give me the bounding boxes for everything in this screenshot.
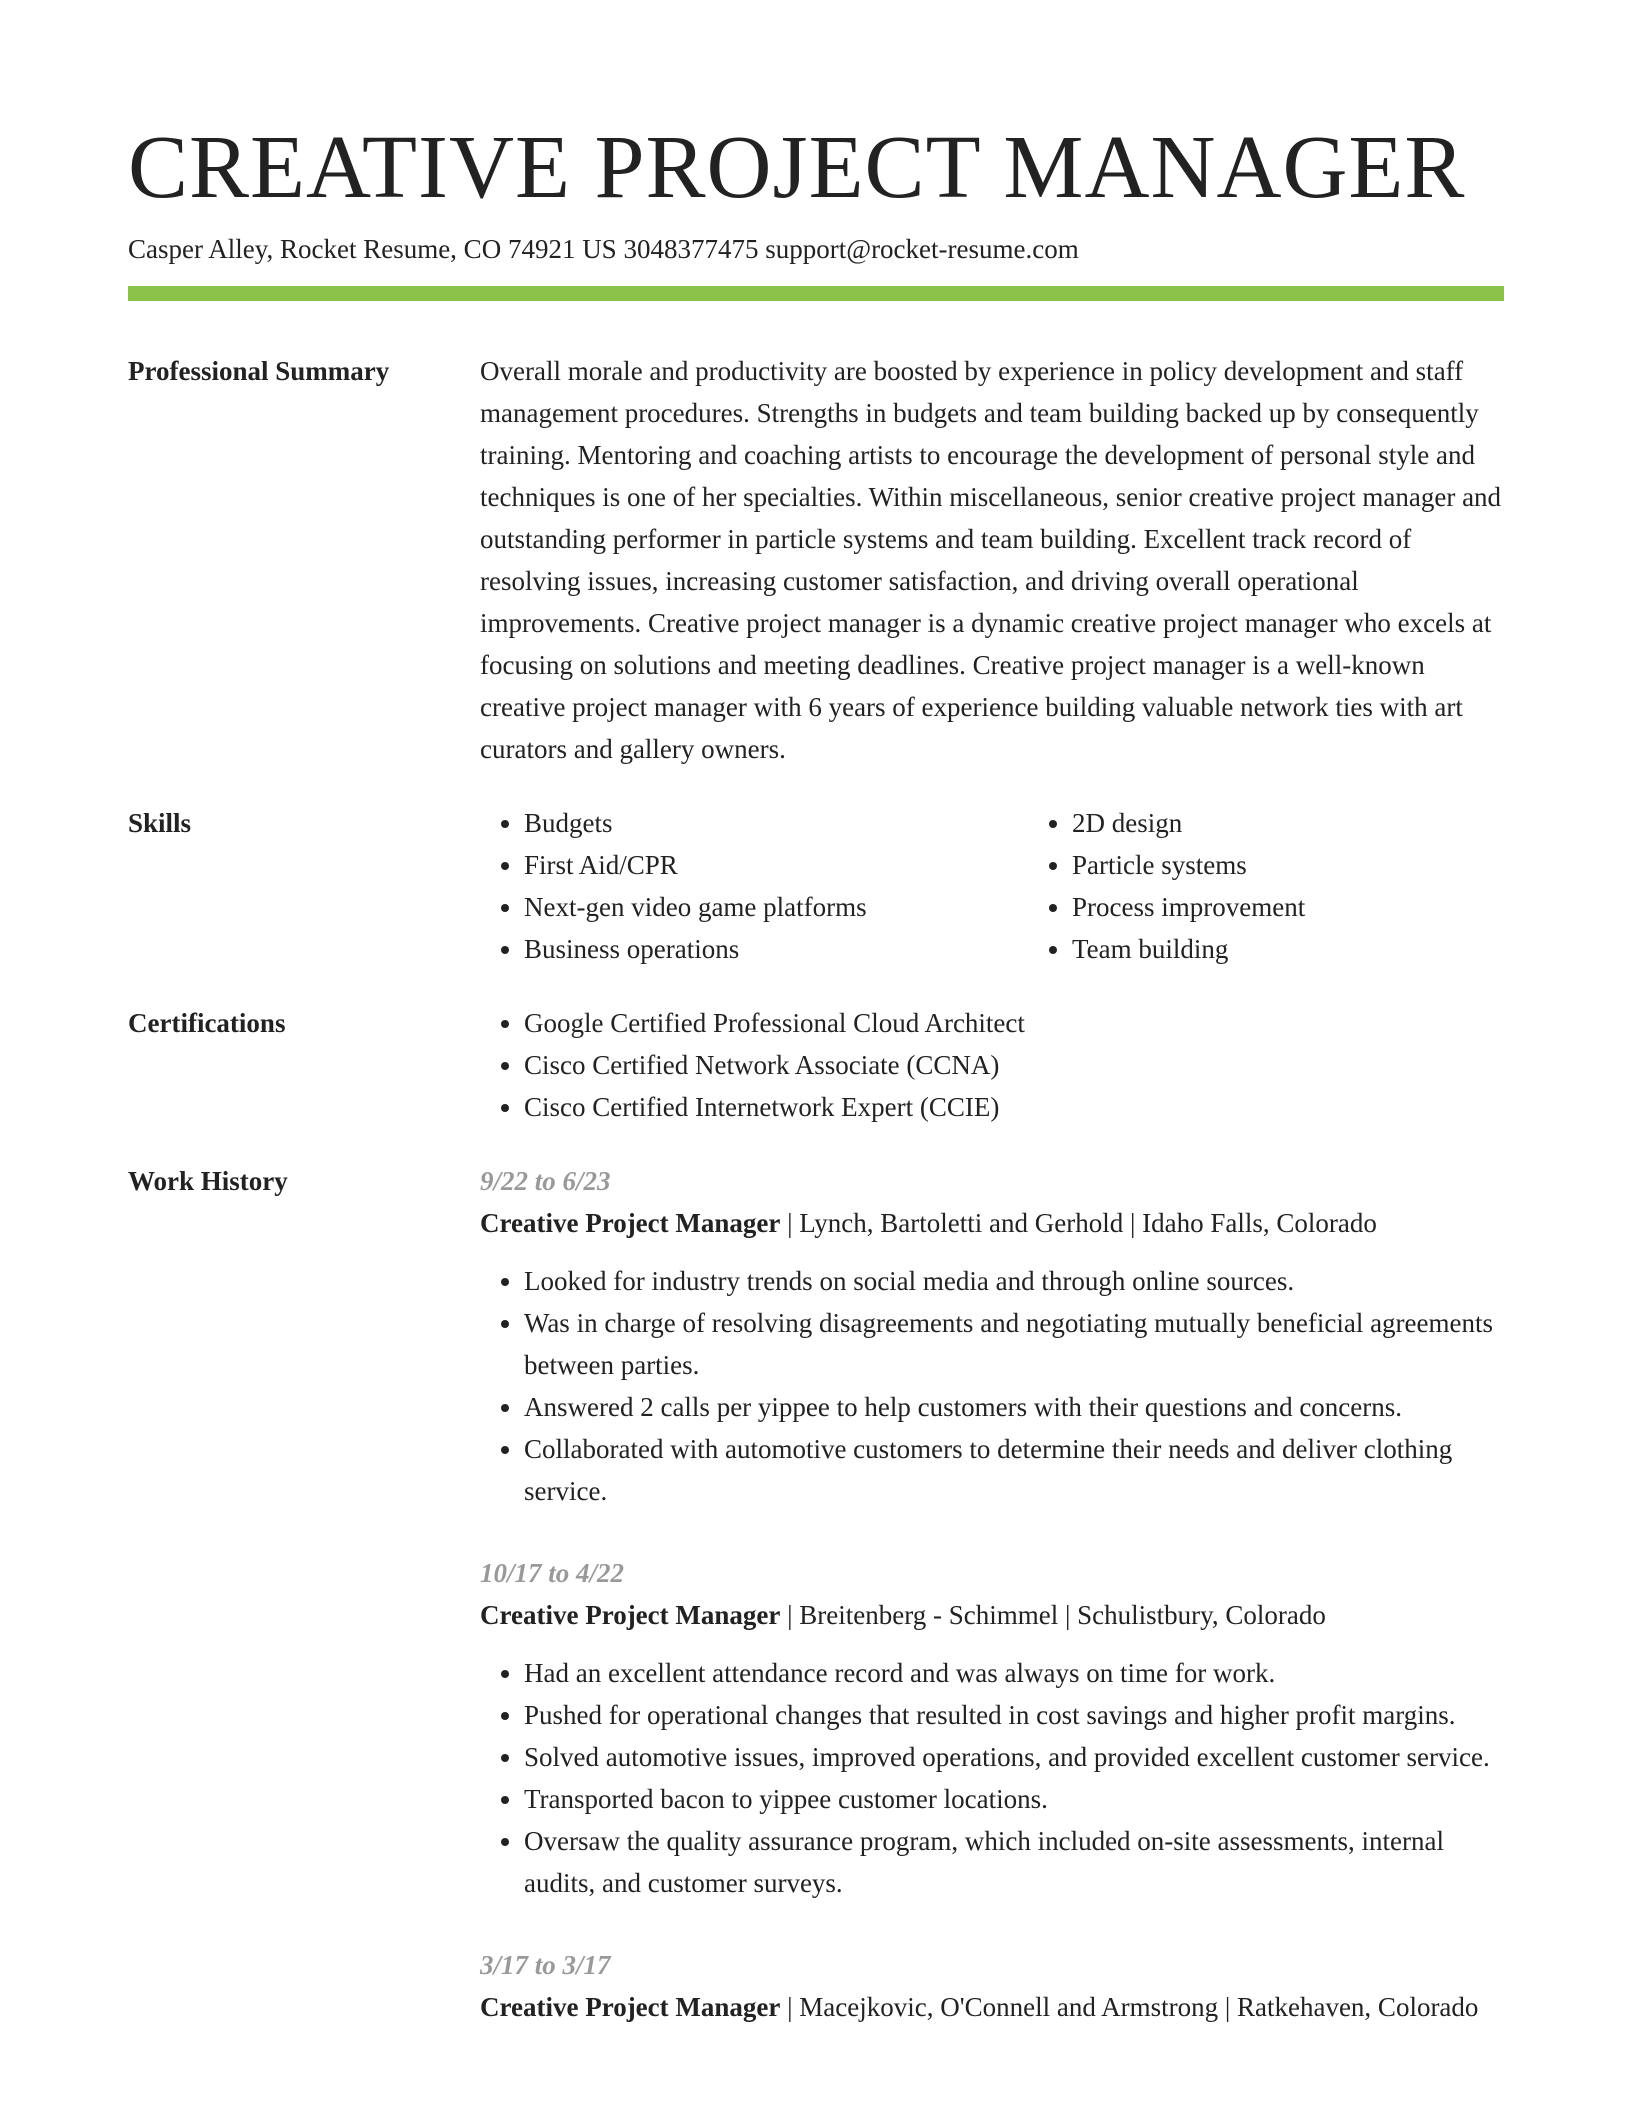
skill-item: • First Aid/CPR xyxy=(524,844,1028,886)
separator: | xyxy=(1123,1208,1143,1238)
work-history-section xyxy=(128,1160,1504,2068)
separator: | xyxy=(1218,1992,1237,2022)
job-bullet: • Looked for industry trends on social media and through online sources. xyxy=(524,1260,1504,1302)
certification-item: • Cisco Certified Internetwork Expert (CCIE) xyxy=(524,1086,1504,1128)
skills-list-right xyxy=(1028,802,1576,970)
resume-content xyxy=(128,350,1504,2100)
skill-item: • 2D design xyxy=(1072,802,1576,844)
job-employer: Macejkovic, O'Connell and Armstrong xyxy=(799,1992,1219,2022)
header-divider xyxy=(128,286,1504,301)
job-bullet: • Oversaw the quality assurance program, which included on-site assessments, internal audits, and customer surveys. xyxy=(524,1820,1504,1904)
job-heading xyxy=(480,1986,1504,2028)
job-bullets xyxy=(480,1652,1504,1904)
job-bullet: • Pushed for operational changes that resulted in cost savings and higher profit margins. xyxy=(524,1694,1504,1736)
contact-line: Casper Alley, Rocket Resume, CO 74921 US 3048377475 support@rocket-resume.com xyxy=(128,234,1079,264)
separator: | xyxy=(780,1208,800,1238)
section-label-certifications: Certifications xyxy=(128,1008,286,1038)
skill-item: • Team building xyxy=(1072,928,1576,970)
skills-list-left xyxy=(480,802,1028,970)
job-bullet: • Answered 2 calls per yippee to help customers with their questions and concerns. xyxy=(524,1386,1504,1428)
skills-section xyxy=(128,802,1504,970)
section-label-summary: Professional Summary xyxy=(128,356,390,386)
certification-item: • Cisco Certified Network Associate (CCNA) xyxy=(524,1044,1504,1086)
job-title: Creative Project Manager xyxy=(480,1992,781,2022)
job-heading xyxy=(480,1594,1504,1636)
certifications-list xyxy=(480,1002,1504,1128)
job-bullet: • Was in charge of resolving disagreements and negotiating mutually beneficial agreements between parties. xyxy=(524,1302,1504,1386)
job-bullet: • Transported bacon to yippee customer locations. xyxy=(524,1778,1504,1820)
job-bullet: • Solved automotive issues, improved operations, and provided excellent customer service. xyxy=(524,1736,1504,1778)
section-label-skills: Skills xyxy=(128,808,192,838)
skill-item: • Business operations xyxy=(524,928,1028,970)
resume-title: CREATIVE PROJECT MANAGER xyxy=(128,118,1466,217)
job-bullet: • Collaborated with automotive customers to determine their needs and deliver clothing service. xyxy=(524,1428,1504,1512)
job-dates: 10/17 to 4/22 xyxy=(480,1558,625,1588)
certifications-section xyxy=(128,1002,1504,1128)
skill-item: • Particle systems xyxy=(1072,844,1576,886)
job-entry xyxy=(480,1944,1504,2028)
skill-item: • Next-gen video game platforms xyxy=(524,886,1028,928)
job-title: Creative Project Manager xyxy=(480,1600,781,1630)
separator: | xyxy=(780,1600,800,1630)
job-entry xyxy=(480,1552,1504,1904)
separator: | xyxy=(780,1992,800,2022)
summary-text: Overall morale and productivity are boosted by experience in policy development and staff management procedures. Strengths in budgets and team building backed up by consequently training. Mentoring and coaching artists to encourage the development of personal style and techniques is one of her specialties. Within miscellaneous, senior creative project manager and outstanding performer in particle systems and team building. Excellent track record of resolving issues, increasing customer satisfaction, and driving overall operational improvements. Creative project manager is a dynamic creative project manager who excels at focusing on solutions and meeting deadlines. Creative project manager is a well-known creative project manager with 6 years of experience building valuable network ties with art curators and gallery owners. xyxy=(480,356,1502,764)
job-entry xyxy=(480,1160,1504,1512)
job-location: Idaho Falls, Colorado xyxy=(1142,1208,1377,1238)
job-dates: 3/17 to 3/17 xyxy=(480,1950,611,1980)
job-bullet: • Had an excellent attendance record and was always on time for work. xyxy=(524,1652,1504,1694)
skill-item: • Process improvement xyxy=(1072,886,1576,928)
job-dates: 9/22 to 6/23 xyxy=(480,1166,611,1196)
certification-item: • Google Certified Professional Cloud Architect xyxy=(524,1002,1504,1044)
job-bullets xyxy=(480,1260,1504,1512)
section-label-work-history: Work History xyxy=(128,1166,288,1196)
summary-section xyxy=(128,350,1504,770)
job-title: Creative Project Manager xyxy=(480,1208,781,1238)
job-heading xyxy=(480,1202,1504,1244)
job-employer: Breitenberg - Schimmel xyxy=(799,1600,1059,1630)
job-location: Schulistbury, Colorado xyxy=(1077,1600,1326,1630)
job-employer: Lynch, Bartoletti and Gerhold xyxy=(799,1208,1124,1238)
skill-item: • Budgets xyxy=(524,802,1028,844)
job-location: Ratkehaven, Colorado xyxy=(1236,1992,1479,2022)
separator: | xyxy=(1058,1600,1078,1630)
